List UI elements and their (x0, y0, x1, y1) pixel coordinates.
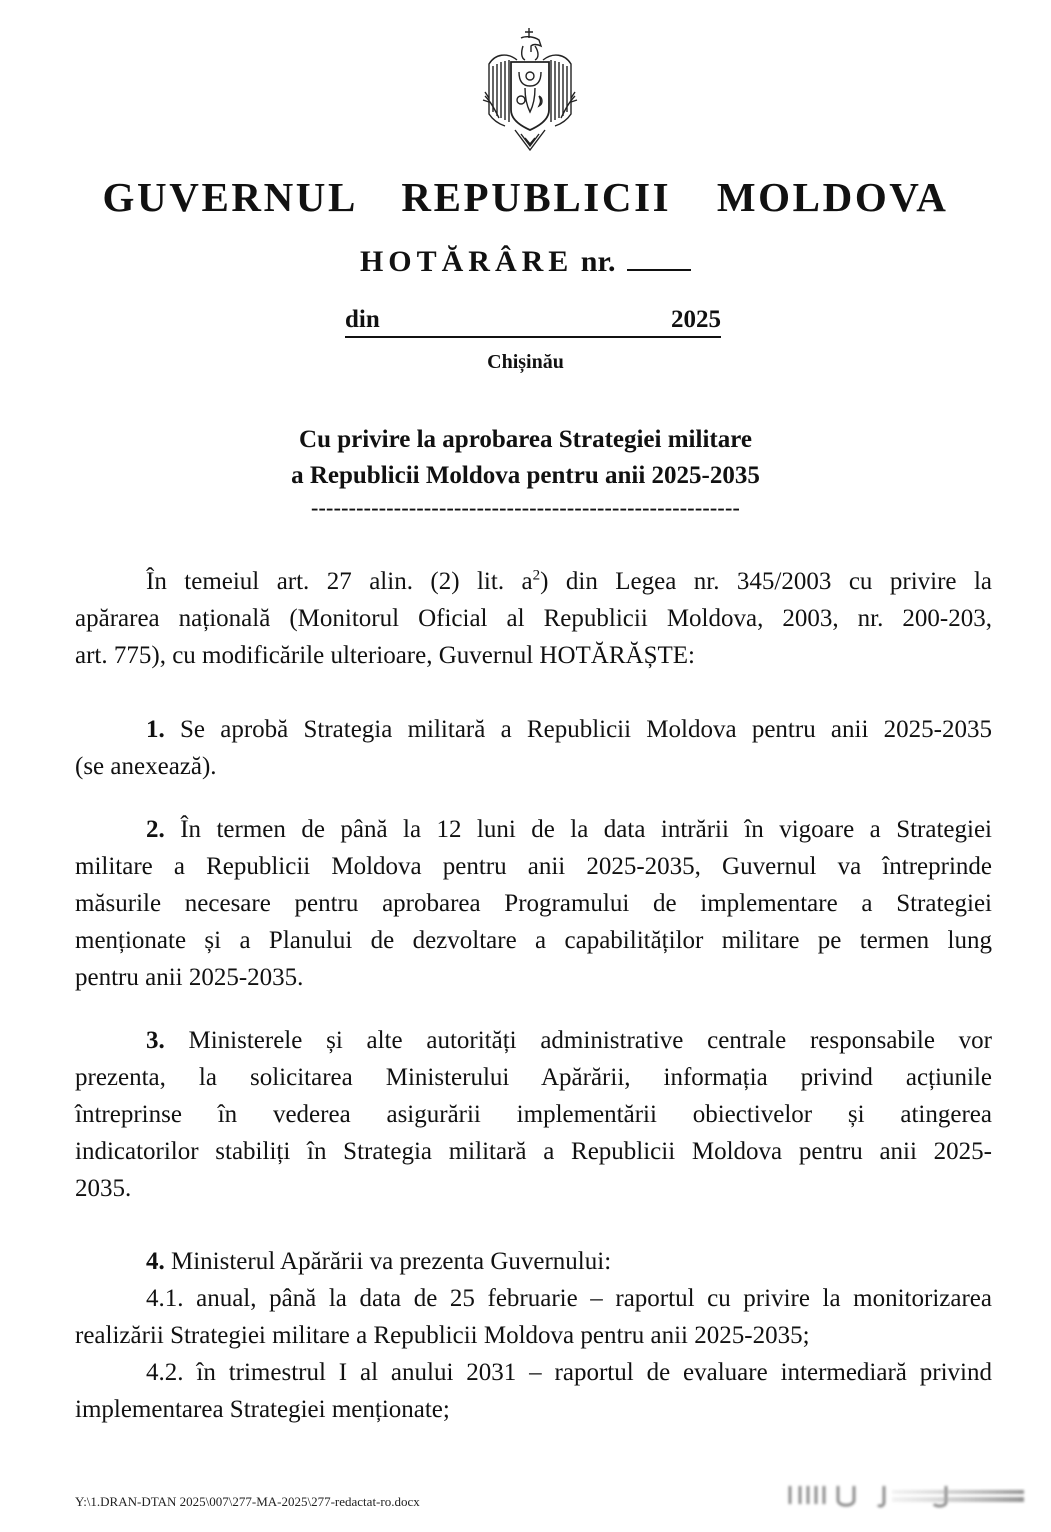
article-4-1-line-2: realizării Strategiei militare a Republicii Moldova pentru anii 2025-2035; (75, 1322, 810, 1349)
preamble-paragraph (75, 563, 992, 674)
article-number: 3. (146, 1027, 165, 1054)
decision-label: HOTĂRÂRE (359, 245, 574, 278)
date-year: 2025 (671, 306, 721, 333)
preamble-line-3: art. 775), cu modificările ulterioare, Guvernul HOTĂRĂȘTE: (75, 642, 695, 669)
article-1-line-2: (se anexează). (75, 753, 217, 780)
blurred-watermark-icon (782, 1480, 1032, 1510)
decision-number-blank (627, 243, 691, 271)
article-3 (75, 1022, 992, 1207)
article-4-intro: 4. Ministerul Apărării va prezenta Guvernului: (146, 1248, 612, 1275)
decision-number-prefix: nr. (580, 245, 616, 278)
article-2-line-1: 2. În termen de până la 12 luni de la data intrării în vigoare a Strategiei (146, 816, 992, 843)
article-3-line-4: indicatorilor stabiliți în Strategia militară a Republicii Moldova pentru anii 2025- (75, 1138, 992, 1165)
subject-separator: --------------------------------------------------------- (311, 496, 740, 520)
article-1 (75, 711, 992, 785)
decision-subject (0, 422, 1051, 494)
subject-line-2: a Republicii Moldova pentru anii 2025-2035 (291, 462, 760, 489)
article-3-line-1: 3. Ministerele și alte autorități administrative centrale responsabile vor (146, 1027, 992, 1054)
article-3-line-2: prezenta, la solicitarea Ministerului Apărării, informația privind acțiunile (75, 1064, 992, 1091)
subject-line-1: Cu privire la aprobarea Strategiei militare (299, 426, 752, 453)
preamble-line-1: În temeiul art. 27 alin. (2) lit. $a^2$) din Legea nr. 345/2003 cu privire la (146, 567, 992, 595)
moldova-coat-of-arms-icon (481, 26, 579, 154)
superscript: 2 (532, 567, 541, 584)
date-prefix: din (345, 306, 380, 333)
article-number: 1. (146, 716, 165, 743)
article-4 (75, 1243, 992, 1428)
article-4-2-line-2: implementarea Strategiei menționate; (75, 1396, 450, 1423)
article-3-line-3: întreprinse în vederea asigurării implementării obiectivelor și atingerea (75, 1101, 992, 1128)
article-2-line-5: pentru anii 2025-2035. (75, 964, 304, 991)
article-2-line-4: menționate și a Planului de dezvoltare a capabilităților militare pe termen lung (75, 927, 992, 954)
article-2 (75, 811, 992, 996)
footer-file-path: Y:\1.DRAN-DTAN 2025\007\277-MA-2025\277-redactat-ro.docx (75, 1494, 420, 1509)
article-2-line-2: militare a Republicii Moldova pentru anii 2025-2035, Guvernul va întreprinde (75, 853, 992, 880)
article-4-2-line-1: 4.2. în trimestrul I al anului 2031 – raportul de evaluare intermediară privind (146, 1359, 992, 1386)
article-3-line-5: 2035. (75, 1175, 132, 1202)
decision-heading (0, 240, 1051, 284)
preamble-line-2: apărarea națională (Monitorul Oficial al Republicii Moldova, 2003, nr. 200-203, (75, 605, 992, 632)
article-2-line-3: măsurile necesare pentru aprobarea Programului de implementare a Strategiei (75, 890, 992, 917)
article-1-line-1: 1. Se aprobă Strategia militară a Republicii Moldova pentru anii 2025-2035 (146, 716, 992, 743)
government-title: GUVERNUL REPUBLICII MOLDOVA (102, 174, 949, 220)
decision-date-line (345, 304, 721, 338)
article-number: 4. (146, 1248, 165, 1275)
article-4-1-line-1: 4.1. anual, până la data de 25 februarie – raportul cu privire la monitorizarea (146, 1285, 992, 1312)
city-label: Chișinău (487, 351, 564, 373)
article-number: 2. (146, 816, 165, 843)
